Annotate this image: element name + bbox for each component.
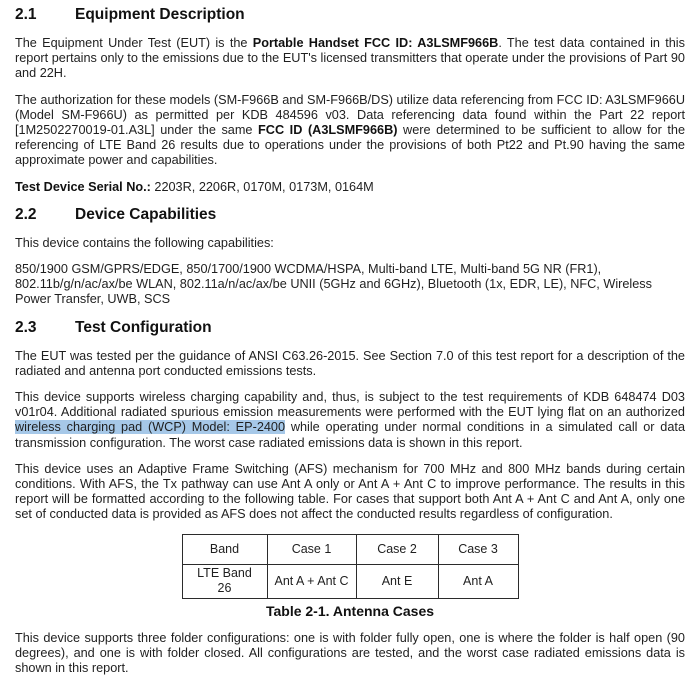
section-number: 2.1 [15, 6, 37, 23]
body-text: This device supports wireless charging capability and, thus, is subject to the test requirements of KDB 648474 D03 v01r04. Additional radiated spurious emission measurements were performed with the EUT lying flat on an authorized [15, 390, 685, 420]
paragraph-capabilities-list [15, 262, 685, 308]
body-text: This device supports three folder configurations: one is with folder fully open, one is where the folder is half open (90 degrees), and one is with folder closed. All configurations are tested, and the worst case radiated emissions data is shown in this report. [15, 630, 685, 676]
table-cell: Ant A [438, 564, 518, 598]
body-text: The Equipment Under Test (EUT) is the [15, 36, 253, 50]
section-device-capabilities [15, 206, 685, 308]
table-cell: LTE Band 26 [182, 564, 267, 598]
emphasis-text: Portable Handset FCC ID: A3LSMF966B [252, 36, 499, 50]
body-text: while operating under normal conditions in a simulated call or data transmission configuration. The worst case radiated emissions data is shown in this report. [15, 420, 685, 450]
section-number: 2.2 [15, 205, 37, 223]
body-text: were determined to be sufficient to allow for the referencing of LTE Band 26 results due to operations under the provisions of both Pt22 and Pt.90 having the same approximate power and capabilities. [15, 123, 686, 168]
paragraph-serial-numbers [15, 180, 685, 195]
section-number: 2.3 [15, 318, 37, 336]
paragraph [15, 462, 685, 523]
section-title: Device Capabilities [75, 205, 217, 223]
table-caption: Table 2-1. Antenna Cases [265, 602, 435, 619]
table-header-cell: Case 3 [438, 534, 518, 564]
highlighted-text: wireless charging pad (WCP) Model: EP-2400 [15, 420, 286, 435]
antenna-cases-table [182, 534, 519, 599]
section-heading [15, 6, 685, 24]
section-heading [15, 206, 685, 224]
paragraph [15, 236, 685, 251]
emphasis-text: FCC ID (A3LSMF966B) [258, 123, 398, 138]
section-equipment-description [15, 6, 685, 195]
paragraph [15, 36, 685, 82]
body-text: . The test data contained in this report pertains only to the emissions due to the EUT's licensed transmitters that operate under the provisions of Part 90 and 22H. [15, 36, 685, 81]
table-row [182, 564, 518, 598]
paragraph [15, 349, 685, 379]
body-text: This device contains the following capabilities: [15, 235, 274, 250]
table-header-cell: Band [182, 534, 267, 564]
section-title: Test Configuration [75, 318, 212, 336]
body-text: 850/1900 GSM/GPRS/EDGE, 850/1700/1900 WCDMA/HSPA, Multi-band LTE, Multi-band 5G NR (FR1), 802.11b/g/n/ac/ax/be WLAN, 802.11a/n/ac/ax/be UNII (5GHz and 6GHz), Bluetooth (1x, EDR, LE), NFC, Wireless Power Transfer, UWB, SCS [15, 262, 652, 307]
section-test-configuration [15, 319, 685, 677]
body-text: The authorization for these models (SM-F966B and SM-F966B/DS) utilize data referencing from FCC ID: A3LSMF966U (Model SM-F966U) as permitted per KDB 484596 v03. Data referencing data found within the Part 22 report [1M2502270019-01.A3L] under the same [15, 92, 685, 138]
table-header-cell: Case 2 [356, 534, 438, 564]
paragraph-folder-configurations [15, 631, 685, 677]
table-cell: Ant A + Ant C [267, 564, 356, 598]
table-header-row [182, 534, 518, 564]
section-title: Equipment Description [75, 6, 245, 23]
table-header-cell: Case 1 [267, 534, 356, 564]
section-heading [15, 319, 685, 337]
body-text: The EUT was tested per the guidance of ANSI C63.26-2015. See Section 7.0 of this test report for a description of the radiated and antenna port conducted emissions tests. [15, 348, 685, 378]
serial-values: 2203R, 2206R, 0170M, 0173M, 0164M [150, 179, 374, 194]
table-cell: Ant E [356, 564, 438, 598]
paragraph [15, 93, 685, 169]
paragraph [15, 390, 685, 451]
serial-label: Test Device Serial No.: [15, 179, 151, 194]
body-text: This device uses an Adaptive Frame Switching (AFS) mechanism for 700 MHz and 800 MHz bands during certain conditions. With AFS, the Tx pathway can use Ant A only or Ant A + Ant C to improve performance. The results in this report will be formatted according to the following table. For cases that support both Ant A + Ant C and Ant A, only one set of conducted data is provided as AFS does not affect the conducted results regardless of configuration. [15, 461, 685, 522]
